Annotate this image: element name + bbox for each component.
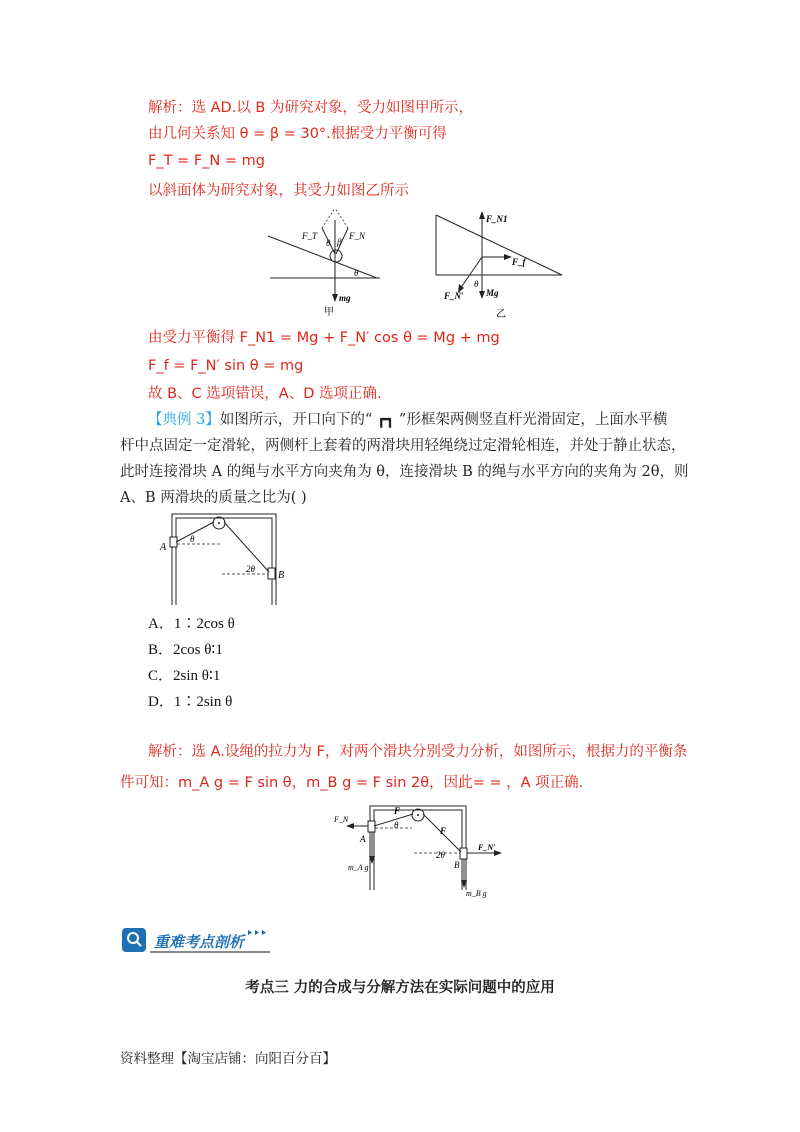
label-mBg: m_B g	[466, 889, 487, 898]
label-mg: mg	[339, 293, 351, 303]
option-a: A．1∶2cos θ	[148, 616, 235, 632]
label-mAg: m_A g	[348, 863, 369, 872]
label-A: A	[160, 542, 167, 553]
option-d: D．1∶2sin θ	[148, 694, 233, 710]
analysis1-line2: 由几何关系知 θ = β = 30°.根据受力平衡可得	[148, 126, 447, 142]
label-2theta: 2θ	[246, 564, 255, 574]
label-FNp-ans: F_N′	[478, 843, 496, 852]
analysis1-line6: F_f = F_N′ sin θ = mg	[148, 358, 304, 374]
caption-jia: 甲	[324, 307, 334, 316]
analysis1-line7: 故 B、C 选项错误，A、D 选项正确.	[148, 386, 382, 402]
section-banner	[122, 926, 272, 954]
analysis1-line1: 解析：选 AD.以 B 为研究对象，受力如图甲所示，	[148, 100, 473, 116]
banner-icon-bg	[122, 928, 146, 952]
label-FN: F_N	[334, 815, 349, 824]
example3-line1	[148, 410, 667, 430]
label-theta1: θ	[326, 238, 331, 248]
option-b: B．2cos θ∶1	[148, 642, 223, 658]
label-Mg: Mg	[486, 288, 499, 298]
analysis1-line5: 由受力平衡得 F_N1 = Mg + F_N′ cos θ = Mg + mg	[148, 330, 500, 346]
label-Ff: F_f	[512, 257, 526, 267]
label-B-ans: B	[454, 860, 460, 870]
label-F-top: F	[394, 806, 401, 816]
analysis1-line3: F_T = F_N = mg	[148, 153, 265, 169]
example3-line1-text: 如图所示，开口向下的“ ┏┓ ”形框架两侧竖直杆光滑固定，上面水平横	[219, 412, 668, 428]
figure-yi	[432, 207, 566, 319]
label-theta: θ	[190, 534, 195, 544]
example3-tag: 【典例 3】	[148, 412, 220, 428]
label-FT: F_T	[302, 231, 318, 241]
analysis1-line4: 以斜面体为研究对象，其受力如图乙所示	[148, 183, 409, 199]
label-B: B	[278, 570, 285, 581]
label-theta-ans: θ	[394, 820, 399, 830]
label-F-right: F	[440, 826, 447, 836]
figure-answer	[326, 800, 506, 900]
example3-line4: A、B 两滑块的质量之比为( )	[120, 490, 307, 506]
analysis2-line1: 解析：选 A.设绳的拉力为 F，对两个滑块分别受力分析，如图所示，根据力的平衡条	[148, 744, 688, 760]
label-beta: β	[337, 237, 342, 247]
analysis2-line2: 件可知：m_A g = F sin θ，m_B g = F sin 2θ，因此= = ，A 项正确.	[120, 775, 584, 791]
label-theta-yi: θ	[474, 279, 479, 289]
label-A-ans: A	[360, 834, 366, 844]
figure-jia	[262, 206, 392, 316]
footer: 资料整理【淘宝店铺：向阳百分百】	[120, 1051, 336, 1067]
figure-example3	[152, 510, 292, 608]
banner-text: 重难考点剖析	[154, 933, 245, 951]
label-FN: F_N	[349, 231, 366, 241]
label-FNp: F_N′	[444, 291, 464, 301]
example3-line3: 此时连接滑块 A 的绳与水平方向夹角为 θ，连接滑块 B 的绳与水平方向的夹角为 2θ，则	[120, 464, 689, 480]
label-theta2: θ	[354, 268, 359, 278]
section-title: 考点三 力的合成与分解方法在实际问题中的应用	[245, 980, 555, 996]
caption-yi: 乙	[496, 309, 506, 319]
option-c: C．2sin θ∶1	[148, 668, 221, 684]
label-FN1: F_N1	[486, 214, 508, 224]
example3-line2: 杆中点固定一定滑轮，两侧杆上套着的两滑块用轻绳绕过定滑轮相连，并处于静止状态，	[120, 438, 686, 454]
label-2theta-ans: 2θ	[436, 850, 445, 860]
